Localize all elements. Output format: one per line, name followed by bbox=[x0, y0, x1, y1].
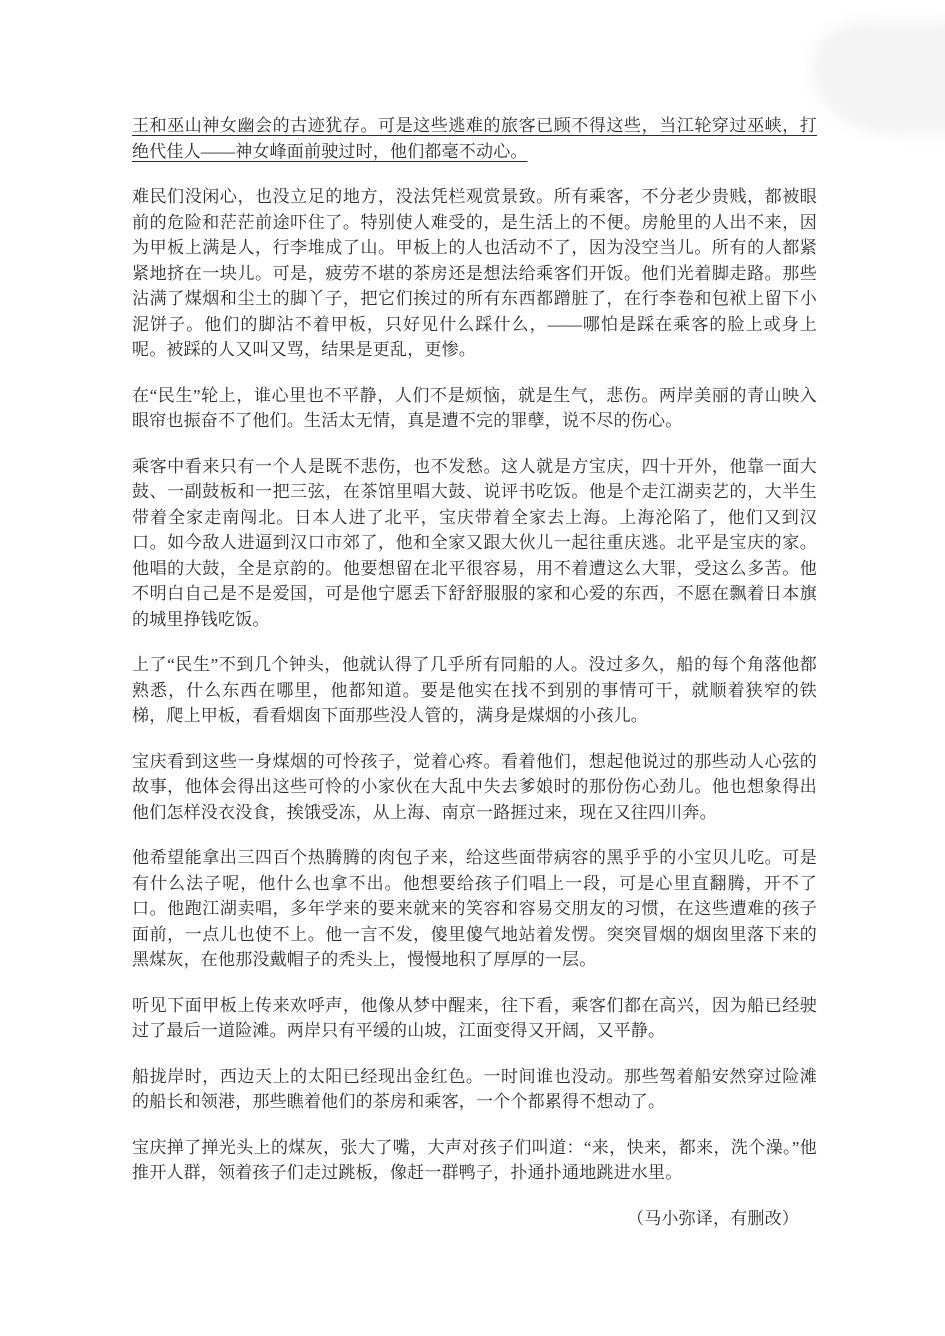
attribution-note: （马小弥译，有删改） bbox=[627, 1208, 799, 1228]
intro-underlined-paragraph: 王和巫山神女幽会的古迹犹存。可是这些逃难的旅客已顾不得这些，当江轮穿过巫峡，打绝代佳人——神女峰面前驶过时，他们都毫不动心。 bbox=[132, 116, 817, 161]
paragraph-knows-the-ship: 上了“民生”不到几个钟头，他就认得了几乎所有同船的人。没过多久，船的每个角落他都熟悉，什么东西在哪里，他都知道。要是他实在找不到别的事情可干，就顺着狭窄的铁梯，爬上甲板，看看烟囱下面那些没人管的，满身是煤烟的小孩儿。 bbox=[132, 655, 817, 725]
text-column bbox=[132, 113, 817, 1231]
paragraph-minsheng-mood: 在“民生”轮上，谁心里也不平静，人们不是烦恼，就是生气，悲伤。两岸美丽的青山映入眼帘也振奋不了他们。生活太无情，真是遭不完的罪孽，说不尽的伤心。 bbox=[132, 385, 817, 430]
paragraph-wishes-buns: 他希望能拿出三四百个热腾腾的肉包子来，给这些面带病容的黑乎乎的小宝贝儿吃。可是有什么法子呢，他什么也拿不出。他想要给孩子们唱上一段，可是心里直翻腾，开不了口。他跑江湖卖唱，多年学来的要来就来的笑容和容易交朋友的习惯，在这些遭难的孩子面前，一点儿也使不上。他一言不发，傻里傻气地站着发愣。突突冒烟的烟囱里落下来的黑煤灰，在他那没戴帽子的秃头上，慢慢地积了厚厚的一层。 bbox=[132, 848, 817, 969]
paragraph-bathing-call: 宝庆掸了掸光头上的煤灰，张大了嘴，大声对孩子们叫道：“来，快来，都来，洗个澡。”他推开人群，领着孩子们走过跳板，像赶一群鸭子，扑通扑通地跳进水里。 bbox=[132, 1137, 817, 1182]
paragraph-refugees: 难民们没闲心，也没立足的地方，没法凭栏观赏景致。所有乘客，不分老少贵贱，都被眼前的危险和茫茫前途吓住了。特别使人难受的，是生活上的不便。房舱里的人出不来，因为甲板上满是人，行李堆成了山。甲板上的人也活动不了，因为没空当儿。所有的人都紧紧地挤在一块儿。可是，疲劳不堪的茶房还是想法给乘客们开饭。他们光着脚走路。那些沾满了煤烟和尘土的脚丫子，把它们挨过的所有东西都蹭脏了，在行李卷和包袱上留下小泥饼子。他们的脚沾不着甲板，只好见什么踩什么，——哪怕是踩在乘客的脸上或身上呢。被踩的人又叫又骂，结果是更乱，更惨。 bbox=[132, 187, 817, 359]
paragraph-cheers-on-deck: 听见下面甲板上传来欢呼声，他像从梦中醒来，往下看，乘客们都在高兴，因为船已经驶过了最后一道险滩。两岸只有平缓的山坡，江面变得又开阔，又平静。 bbox=[132, 995, 817, 1040]
paragraph-pity-children: 宝庆看到这些一身煤烟的可怜孩子，觉着心疼。看着他们，想起他说过的那些动人心弦的故事，他体会得出这些可怜的小家伙在大乱中失去爹娘时的那份伤心劲儿。他也想象得出他们怎样没衣没食，挨饿受冻，从上海、南京一路捱过来，现在又往四川奔。 bbox=[132, 751, 817, 822]
paragraph-docking: 船拢岸时，西边天上的太阳已经现出金红色。一时间谁也没动。那些驾着船安然穿过险滩的船长和领港，那些瞧着他们的茶房和乘客，一个个都累得不想动了。 bbox=[132, 1066, 817, 1111]
corner-smudge bbox=[813, 22, 945, 134]
paragraph-fang-baoqing-intro: 乘客中看来只有一个人是既不悲伤，也不发愁。这人就是方宝庆，四十开外，他靠一面大鼓、一副鼓板和一把三弦，在茶馆里唱大鼓、说评书吃饭。他是个走江湖卖艺的，大半生带着全家走南闯北。日本人进了北平，宝庆带着全家去上海。上海沦陷了，他们又到汉口。如今敌人进逼到汉口市郊了，他和全家又跟大伙儿一起往重庆逃。北平是宝庆的家。他唱的大鼓，全是京韵的。他要想留在北平很容易，用不着遭这么大罪，受这么多苦。他不明白自己是不是爱国，可是他宁愿丢下舒舒服服的家和心爱的东西，不愿在飘着日本旗的城里挣钱吃饭。 bbox=[132, 456, 817, 629]
